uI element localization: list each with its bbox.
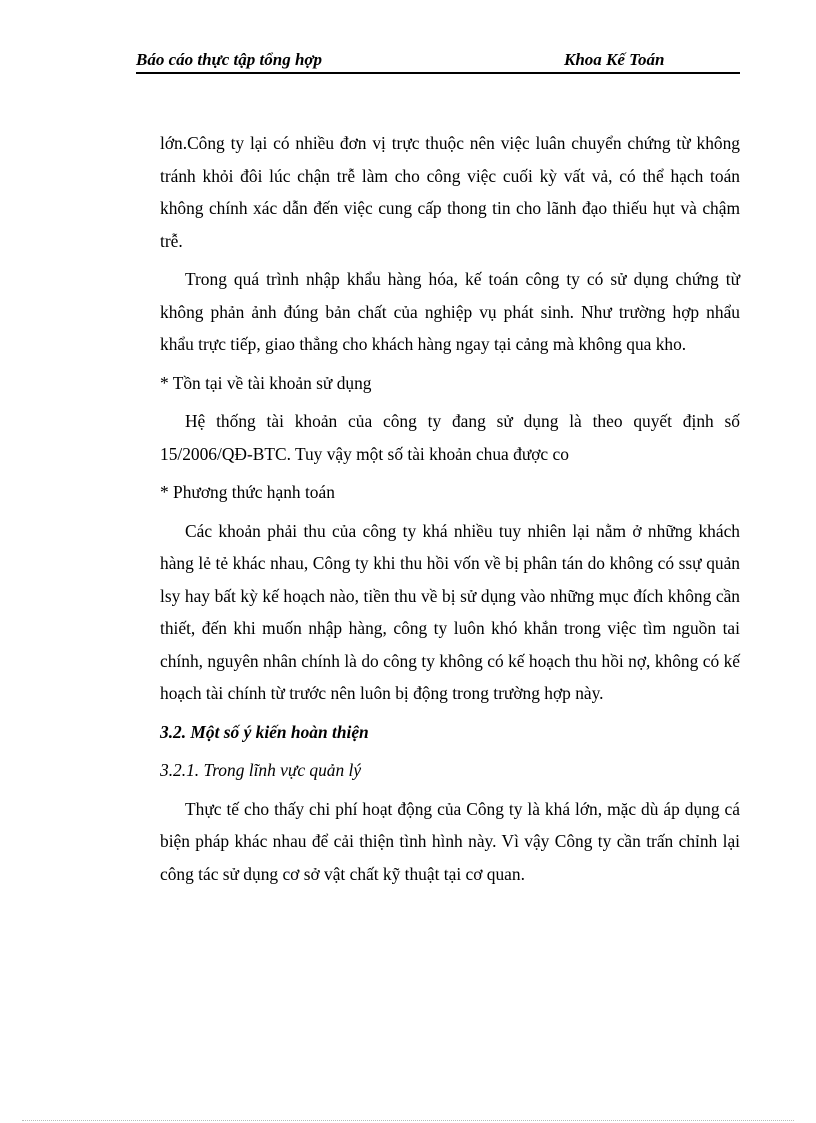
paragraph-receivables: Các khoản phải thu của công ty khá nhiều tuy nhiên lại nằm ở những khách hàng lẻ tẻ khác nhau, Công ty khi thu hồi vốn về bị phân tán do không có ssự quản lsy hay bất kỳ kế hoạch nào, tiền thu về bị sử dụng vào những mục đích không cần thiết, đến khi muốn nhập hàng, công ty luôn khó khắn trong việc tìm nguồn tai chính, nguyên nhân chính là do công ty không có kế hoạch thu hồi nợ, không có kế hoạch tài chính từ trước nên luôn bị động trong trường hợp này. bbox=[160, 520, 740, 703]
subsection-heading: 3.2.1. Trong lĩnh vực quản lý bbox=[160, 760, 362, 780]
paragraph-management: Thực tế cho thấy chi phí hoạt động của Công ty là khá lớn, mặc dù áp dụng cá biện pháp khác nhau để cải thiện tình hình này. Vì vậy Công ty cần trấn chỉnh lại công tác sử dụng cơ sở vật chất kỹ thuật tại cơ quan. bbox=[160, 798, 740, 884]
paragraph-accounts: Hệ thống tài khoản của công ty đang sử dụng là theo quyết định số 15/2006/QĐ-BTC. Tuy vậy một số tài khoản chua được co bbox=[160, 411, 740, 464]
bullet-methods: * Phương thức hạnh toán bbox=[160, 482, 335, 502]
paragraph-2: Trong quá trình nhập khẩu hàng hóa, kế toán công ty có sử dụng chứng từ không phản ảnh đúng bản chất của nghiệp vụ phát sinh. Như trường hợp nhẩu khẩu trực tiếp, giao thẳng cho khách hàng ngay tại cảng mà không qua kho. bbox=[160, 269, 740, 354]
header-department: Khoa Kế Toán bbox=[564, 50, 665, 69]
page-bottom-divider bbox=[22, 1120, 794, 1121]
section-heading: 3.2. Một số ý kiến hoàn thiện bbox=[160, 721, 369, 742]
bullet-accounts: * Tồn tại về tài khoản sử dụng bbox=[160, 372, 372, 393]
document-body bbox=[160, 127, 740, 896]
header-report-title: Báo cáo thực tập tổng hợp bbox=[136, 50, 323, 69]
paragraph-1: lớn.Công ty lại có nhiều đơn vị trực thuộc nên việc luân chuyển chứng từ không tránh khỏi đôi lúc chận trễ làm cho công việc cuối kỳ vất vả, có thể hạch toán không chính xác dẫn đến việc cung cấp thong tin cho lãnh đạo thiếu hụt và chậm trễ. bbox=[160, 133, 740, 251]
page-header bbox=[136, 48, 740, 74]
